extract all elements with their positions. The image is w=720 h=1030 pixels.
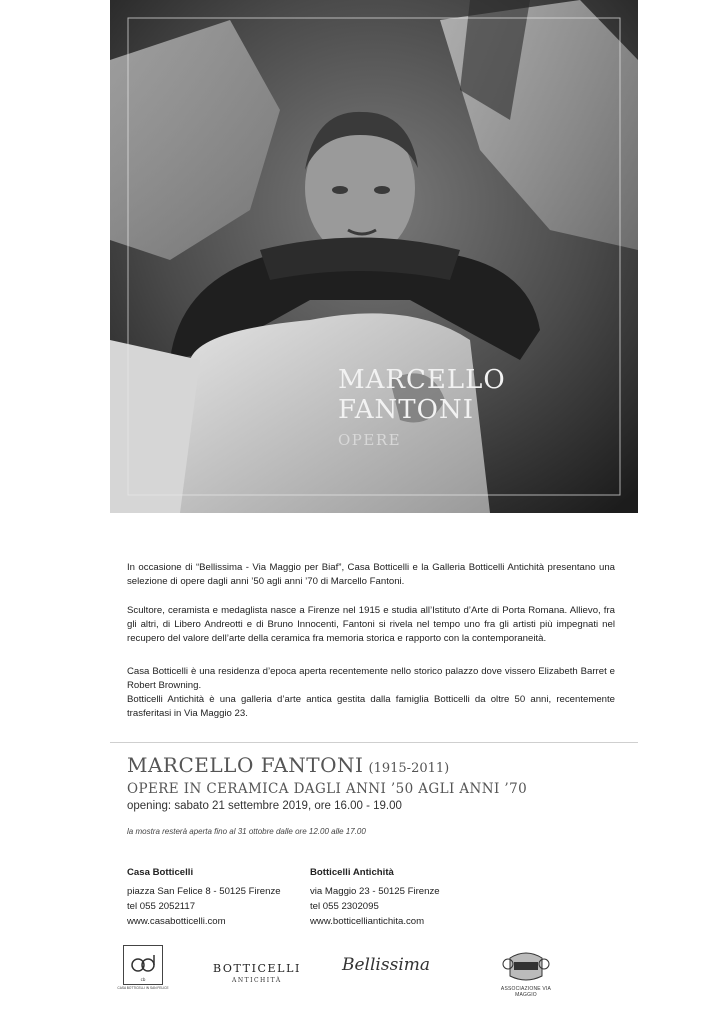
photo-title-last: FANTONI <box>338 395 474 425</box>
poster-photo <box>110 0 638 513</box>
exhibition-subtitle: OPERE IN CERAMICA DAGLI ANNI ’50 AGLI ANNI ’70 <box>127 781 528 797</box>
exhibition-years: (1915-2011) <box>368 761 450 776</box>
divider <box>110 742 638 743</box>
photo-title <box>338 365 506 449</box>
contact-address: via Maggio 23 - 50125 Firenze <box>310 886 440 897</box>
paragraph-3b: Botticelli Antichità è una galleria d’arte antica gestita dalla famiglia Botticelli da oltre 50 anni, recentemente trasferitasi in Via Maggio 23. <box>127 694 615 719</box>
paragraph-2: Scultore, ceramista e medaglista nasce a Firenze nel 1915 e studia all’Istituto d’Arte di Porta Romana. Allievo, fra gli altri, di Libero Andreotti e di Bruno Innocenti, Fantoni si rivela nel tempo uno fra gli artisti più impegnati nel recupero del valore dell’arte della ceramica fra memoria storica e rapporto con la contemporaneità. <box>127 605 615 644</box>
contact-phone: tel 055 2302095 <box>310 901 379 912</box>
svg-text:cb: cb <box>140 977 146 982</box>
contact-website-link[interactable]: www.casabotticelli.com <box>127 916 226 927</box>
opening-date: opening: sabato 21 settembre 2019, ore 16.00 - 19.00 <box>127 800 402 812</box>
bio-paragraph <box>127 604 615 646</box>
photo-subtitle: OPERE <box>338 431 402 449</box>
paragraph-1: In occasione di “Bellissima - Via Maggio per Biaf”, Casa Botticelli e la Galleria Botticelli Antichità presentano una selezione di opere dagli anni ’50 agli anni ’70 di Marcello Fantoni. <box>127 562 615 587</box>
venue-paragraph <box>127 665 615 721</box>
exhibition-name: MARCELLO FANTONI <box>127 753 364 777</box>
paragraph-3a: Casa Botticelli è una residenza d’epoca aperta recentemente nello storico palazzo dove vissero Elizabeth Barret e Robert Browning. <box>127 666 615 691</box>
botticelli-antichita-logo-sub: ANTICHITÀ <box>232 977 282 984</box>
opening-hours-note: la mostra resterà aperta fino al 31 ottobre dalle ore 12.00 alle 17.00 <box>127 827 366 836</box>
via-maggio-crest-icon <box>500 948 552 984</box>
photo-title-first: MARCELLO <box>338 365 506 395</box>
cb-logo-caption: CASA BOTTICELLI IN SAN FELICE <box>117 986 169 990</box>
cb-monogram-icon <box>124 946 162 984</box>
contact-address: piazza San Felice 8 - 50125 Firenze <box>127 886 281 897</box>
contact-name: Botticelli Antichità <box>310 867 394 878</box>
botticelli-antichita-logo: BOTTICELLI <box>213 962 301 975</box>
intro-paragraph <box>127 561 615 589</box>
exhibition-title <box>127 753 449 777</box>
contact-casa-botticelli <box>127 865 281 929</box>
bellissima-logo: Bellissima <box>342 955 431 975</box>
contact-website-link[interactable]: www.botticelliantichita.com <box>310 916 425 927</box>
via-maggio-caption: ASSOCIAZIONE VIA MAGGIO <box>500 986 552 998</box>
contact-phone: tel 055 2052117 <box>127 901 196 912</box>
casa-botticelli-logo <box>123 945 163 985</box>
contact-name: Casa Botticelli <box>127 867 194 878</box>
contact-botticelli-antichita <box>310 865 440 929</box>
